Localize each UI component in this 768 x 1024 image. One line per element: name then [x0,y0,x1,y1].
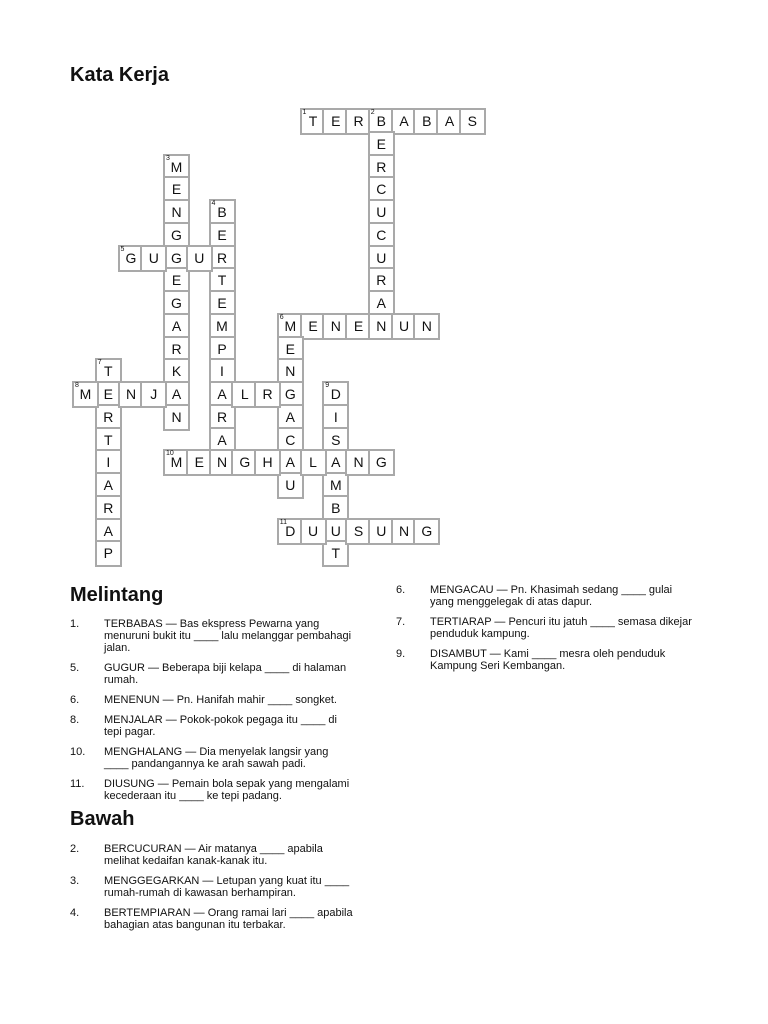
grid-cell [393,520,416,543]
cell-letter: U [376,204,387,220]
grid-cell [165,451,188,474]
cell-letter: N [376,317,387,334]
cell-letter: N [171,204,182,220]
cell-letter: A [171,386,182,402]
cell-letter: M [79,386,92,402]
cell-letter: N [285,363,296,380]
cell-letter: U [376,522,387,539]
cell-letter: N [171,408,182,425]
cell-letter: D [285,522,296,539]
grid-cell [415,110,438,133]
grid-cell [97,360,120,383]
cell-letter: P [217,340,227,357]
cell-letter: N [421,317,432,334]
cell-letter: R [103,499,114,516]
clue-item-text: GUGUR — Beberapa biji kelapa ____ di halaman rumah. [104,662,347,686]
grid-cell [165,224,188,247]
cell-letter: E [217,295,227,311]
cell-letter: C [376,181,387,198]
cell-letter: G [125,249,137,266]
across-heading: Melintang [70,584,164,606]
grid-cell [165,247,188,270]
cell-letter: A [171,317,182,334]
grid-cell [97,451,120,474]
clue-item [70,875,355,899]
cell-letter: A [399,113,409,129]
grid-cell [211,429,234,452]
grid-cell [370,315,393,338]
grid-cell [97,406,120,429]
clue-number: 6 [279,313,284,321]
grid-cell [256,451,279,474]
cell-letter: H [262,454,273,471]
clue-item [70,618,355,654]
grid-cell [165,178,188,201]
cell-letter: A [331,454,341,471]
grid-cell [97,497,120,520]
cell-letter: U [194,249,205,266]
cell-letter: U [285,477,296,493]
clue-item-number: 2. [70,843,80,855]
grid-cell [97,542,120,565]
grid-cell [211,247,234,270]
grid-cell [142,383,165,406]
grid-cell [370,247,393,270]
cell-letter: A [103,477,113,493]
grid-cell [211,360,234,383]
cell-letter: S [331,431,341,448]
down-heading: Bawah [70,808,135,830]
grid-cell [188,451,211,474]
cell-letter: S [467,113,477,129]
cell-letter: E [171,181,182,198]
grid-cell [370,156,393,179]
grid-cell [370,201,393,224]
grid-cell [256,383,279,406]
grid-cell [393,110,416,133]
grid-cell [302,110,325,133]
cell-letter: R [376,158,387,175]
grid-cell [370,110,393,133]
cell-letter: N [398,522,410,539]
cell-letter: M [284,317,297,334]
clue-item-text: BERTEMPIARAN — Orang ramai lari ____ apabila bahagian atas bangunan itu terbakar. [104,907,353,931]
cell-letter: A [376,295,386,311]
cell-letter: E [331,113,341,129]
cell-letter: E [376,135,386,152]
clue-item-text: TERBABAS — Bas ekspress Pewarna yang menuruni bukit itu ____ lalu melanggar pembahagi jalan. [104,618,352,654]
grid-cell [120,247,143,270]
cell-letter: R [376,272,387,289]
clue-item [70,714,355,738]
grid-cell [165,360,188,383]
grid-cell [211,292,234,315]
clue-number: 7 [97,359,102,367]
clue-item-number: 9. [396,648,406,660]
grid-cell [279,520,302,543]
clue-item [70,907,355,931]
cell-letter: B [331,499,341,516]
grid-cell [211,383,234,406]
cell-letter: D [330,386,341,402]
cell-letter: G [284,386,296,402]
cell-letter: G [171,226,182,243]
grid-cell [279,474,302,497]
clue-number: 3 [166,154,170,162]
cell-letter: U [307,522,319,539]
clue-item [396,616,696,640]
cell-letter: R [171,340,182,357]
cell-letter: G [239,454,251,471]
grid-cell [165,292,188,315]
grid-cell [165,406,188,429]
cell-letter: R [216,408,228,425]
cell-letter: A [444,113,455,129]
cell-letter: T [217,272,227,289]
cell-letter: A [103,522,113,539]
grid-cell [279,315,302,338]
cell-letter: G [171,249,182,266]
grid-cell [370,520,393,543]
grid-cell [165,315,188,338]
grid-cell [324,315,347,338]
grid-cell [233,451,256,474]
clue-number: 2 [370,109,375,116]
down-clue-list [70,843,355,939]
grid-cell [438,110,461,133]
grid-cell [347,110,370,133]
clue-item-text: MENGGEGARKAN — Letupan yang kuat itu ____ rumah-rumah di kawasan berhampiran. [104,875,350,899]
grid-cell [165,269,188,292]
cell-letter: U [330,522,341,539]
cell-letter: P [103,545,113,562]
grid-cell [97,474,120,497]
cell-letter: B [376,113,386,129]
grid-cell [279,338,302,361]
cell-letter: I [106,454,111,471]
cell-letter: T [331,545,341,562]
grid-cell [302,315,325,338]
grid-cell [142,247,165,270]
grid-cell [211,451,234,474]
clue-item [70,778,355,802]
clue-item [70,662,355,686]
clue-item-text: BERCUCURAN — Air matanya ____ apabila melihat kedaifan kanak-kanak itu. [104,843,323,867]
cell-letter: J [150,386,158,402]
grid-cell [324,383,347,406]
across-clue-list [70,618,355,810]
grid-cell [211,338,234,361]
cell-letter: T [104,363,113,380]
clue-item-number: 11. [70,778,85,790]
grid-cell [370,451,393,474]
cell-letter: C [376,226,387,243]
grid-cell [211,201,234,224]
grid-cell [165,156,188,179]
grid-cell [97,520,120,543]
clue-number: 8 [75,382,79,389]
cell-letter: A [285,454,295,471]
clue-item-number: 7. [396,616,406,628]
cell-letter: K [171,363,182,380]
cell-letter: M [170,454,183,471]
grid-cell [393,315,416,338]
clue-item [70,746,355,770]
grid-cell [211,406,234,429]
grid-cell [279,429,302,452]
cell-letter: E [308,317,318,334]
grid-cell [370,224,393,247]
grid-cell [165,201,188,224]
cell-letter: E [353,317,364,334]
grid-cell [324,429,347,452]
cell-letter: L [240,386,249,402]
grid-cell [324,110,347,133]
grid-cell [370,178,393,201]
grid-cell [74,383,97,406]
cell-letter: E [194,454,204,471]
clue-item-number: 8. [70,714,80,726]
grid-cell [461,110,484,133]
clue-item-number: 6. [70,694,80,706]
grid-cell [370,269,393,292]
clue-item-text: TERTIARAP — Pencuri itu jatuh ____ semasa dikejar penduduk kampung. [430,616,692,640]
grid-cell [370,292,393,315]
cell-letter: B [422,113,432,129]
cell-letter: E [103,386,113,402]
clue-item-text: MENJALAR — Pokok-pokok pegaga itu ____ di tepi pagar. [104,714,337,738]
grid-cell [211,269,234,292]
clue-item-text: DIUSUNG — Pemain bola sepak yang mengalami kecederaan itu ____ ke tepi padang. [104,778,350,802]
cell-letter: U [148,249,159,266]
clue-item-number: 4. [70,907,80,919]
cell-letter: A [217,386,227,402]
cell-letter: M [170,158,183,175]
clue-number: 5 [120,245,125,253]
cell-letter: R [103,408,114,425]
grid-cell [324,451,347,474]
grid-cell [347,451,370,474]
clue-item-text: DISAMBUT — Kami ____ mesra oleh penduduk Kampung Seri Kembangan. [430,648,666,672]
grid-cell [279,406,302,429]
cell-letter: C [285,431,296,448]
cell-letter: G [421,522,433,539]
cell-letter: N [125,386,137,402]
cell-letter: U [398,317,410,334]
grid-cell [97,429,120,452]
clue-item [70,694,355,706]
cell-letter: M [216,317,228,334]
cell-letter: R [353,113,364,129]
grid-cell [324,542,347,565]
cell-letter: B [217,204,227,220]
grid-cell [211,224,234,247]
grid-cell [165,338,188,361]
grid-cell [347,520,370,543]
cell-letter: M [329,477,342,493]
cell-letter: R [262,386,273,402]
grid-cell [302,520,325,543]
grid-cell [211,315,234,338]
cell-letter: L [309,454,317,471]
clue-number: 1 [302,109,307,116]
grid-cell [233,383,256,406]
cell-letter: A [217,431,227,448]
clue-item-number: 10. [70,746,86,758]
cell-letter: T [104,431,113,448]
grid-cell [324,520,347,543]
grid-cell [120,383,143,406]
clue-item-number: 5. [70,662,80,674]
grid-cell [347,315,370,338]
grid-cell [279,383,302,406]
cell-letter: T [308,113,318,129]
cell-letter: E [285,340,295,357]
clue-item [396,584,696,608]
clue-item-number: 1. [70,618,80,630]
cell-letter: E [217,226,227,243]
clue-item-text: MENGHALANG — Dia menyelak langsir yang ____ pandangannya ke arah sawah padi. [104,746,329,770]
clue-item-number: 6. [396,584,406,596]
cell-letter: S [353,522,364,539]
clue-number: 10 [166,450,174,458]
clue-number: 11 [279,518,288,526]
cell-letter: I [220,363,224,380]
cell-letter: G [171,295,182,311]
clue-item [70,843,355,867]
cell-letter: U [376,249,387,266]
grid-cell [279,451,302,474]
grid-cell [188,247,211,270]
grid-cell [370,133,393,156]
grid-cell [415,520,438,543]
clue-number: 9 [325,382,330,389]
grid-cell [324,474,347,497]
grid-cell [165,383,188,406]
grid-cell [324,497,347,520]
clue-item [396,648,696,672]
cell-letter: E [171,272,182,289]
across-clue-list-continued [396,584,696,680]
cell-letter: A [285,408,295,425]
cell-letter: G [375,454,387,471]
cell-letter: N [216,454,228,471]
grid-cell [415,315,438,338]
cell-letter: I [333,408,338,425]
clue-item-number: 3. [70,875,80,887]
page-title: Kata Kerja [70,64,169,86]
grid-cell [279,360,302,383]
cell-letter: N [330,317,341,334]
cell-letter: R [216,249,228,266]
grid-cell [302,451,325,474]
clue-item-text: MENGACAU — Pn. Khasimah sedang ____ gulai yang menggelegak di atas dapur. [430,584,673,608]
clue-item-text: MENENUN — Pn. Hanifah mahir ____ songket. [104,694,337,706]
grid-cell [97,383,120,406]
clue-number: 4 [211,200,216,207]
cell-letter: N [353,454,364,471]
grid-cell [324,406,347,429]
